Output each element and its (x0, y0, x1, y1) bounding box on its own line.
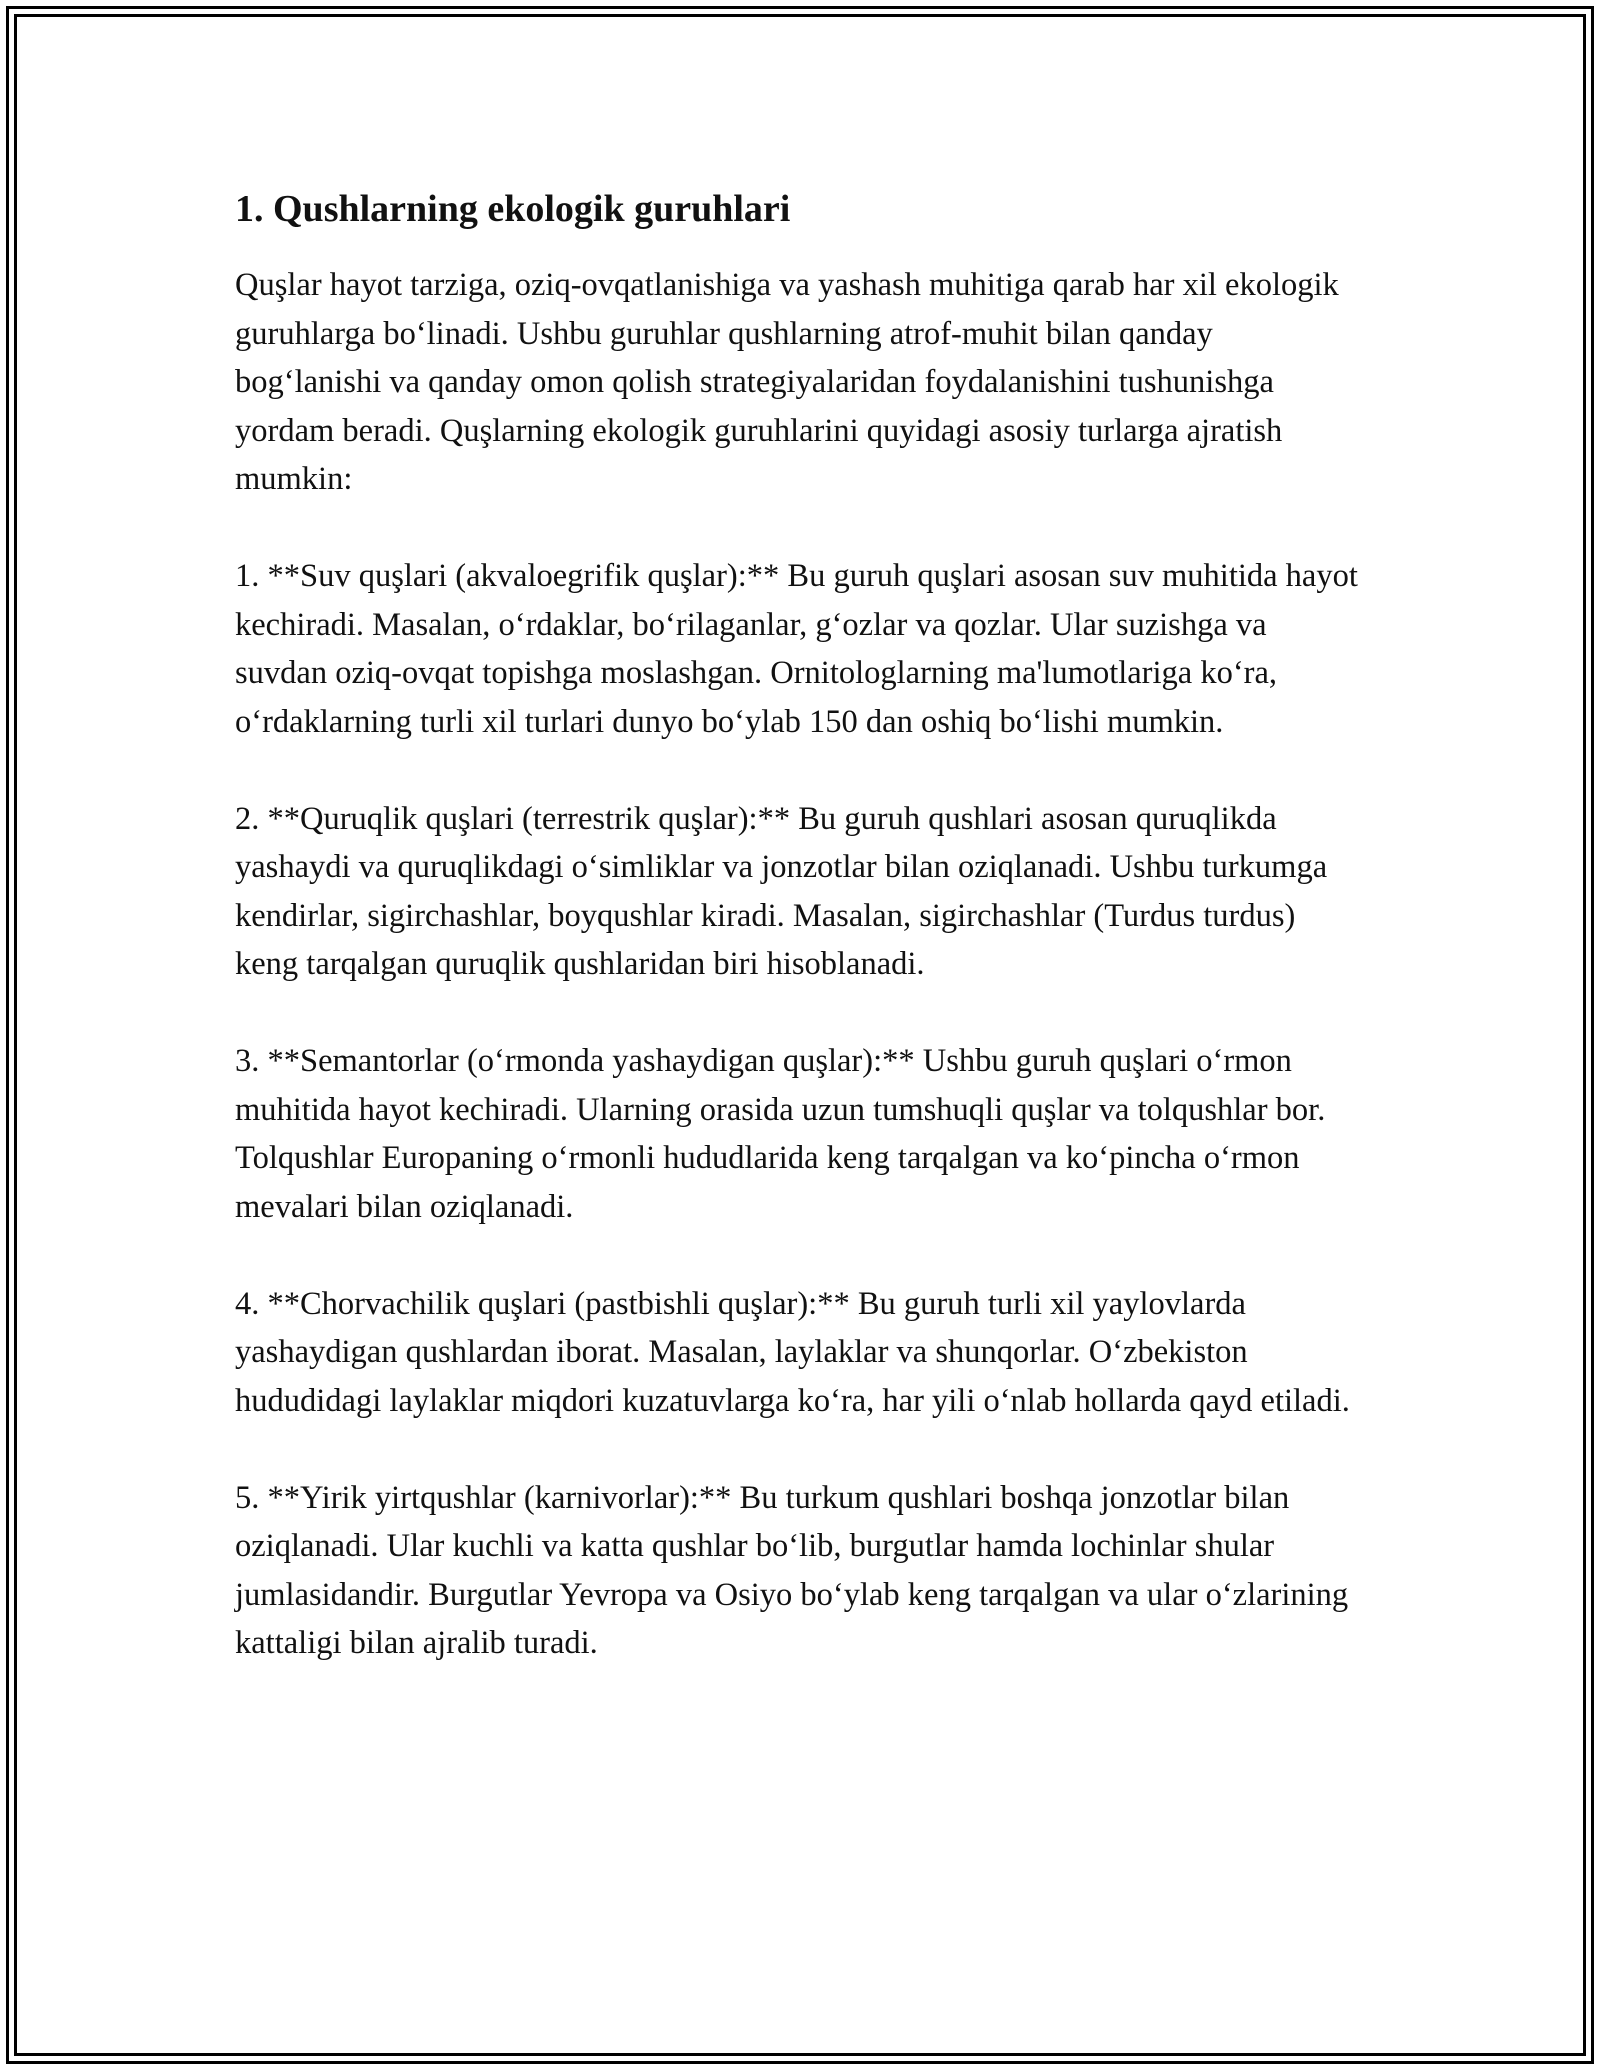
paragraph-predator-birds: 5. **Yirik yirtqushlar (karnivorlar):** Bu turkum qushlari boshqa jonzotlar bilan oziqlanadi. Ular kuchli va katta qushlar boʻlib, burgutlar hamda lochinlar shular jumlasidandir. Burgutlar Yevropa va Osiyo boʻylab keng tarqalgan va ular oʻzlarining kattaligi bilan ajralib turadi. (235, 1479, 1349, 1661)
document-title: 1. Qushlarning ekologik guruhlari (235, 188, 791, 230)
paragraph-pasture-birds: 4. **Chorvachilik quşlari (pastbishli quşlar):** Bu guruh turli xil yaylovlarda yashaydigan qushlardan iborat. Masalan, laylaklar va shunqorlar. Oʻzbekiston hududidagi laylaklar miqdori kuzatuvlarga koʻra, har yili oʻnlab hollarda qayd etiladi. (235, 1285, 1350, 1419)
paragraph-water-birds: 1. **Suv quşlari (akvaloegrifik quşlar):** Bu guruh quşlari asosan suv muhitida hayot kechiradi. Masalan, oʻrdaklar, boʻrilaganlar, gʻozlar va qozlar. Ular suzishga va suvdan oziq-ovqat topishga moslashgan. Ornitologlarning ma'lumotlariga koʻra, oʻrdaklarning turli xil turlari dunyo boʻylab 150 dan oshiq boʻlishi mumkin. (235, 558, 1358, 740)
document-body (235, 185, 1365, 1716)
paragraph-land-birds: 2. **Quruqlik quşlari (terrestrik quşlar):** Bu guruh qushlari asosan quruqlikda yashaydi va quruqlikdagi oʻsimliklar va jonzotlar bilan oziqlanadi. Ushbu turkumga kendirlar, sigirchashlar, boyqushlar kiradi. Masalan, sigirchashlar (Turdus turdus) keng tarqalgan quruqlik qushlaridan biri hisoblanadi. (235, 800, 1328, 982)
paragraph-forest-birds: 3. **Semantorlar (oʻrmonda yashaydigan quşlar):** Ushbu guruh quşlari oʻrmon muhitida hayot kechiradi. Ularning orasida uzun tumshuqli quşlar va tolqushlar bor. Tolqushlar Europaning oʻrmonli hududlarida keng tarqalgan va koʻpincha oʻrmon mevalari bilan oziqlanadi. (235, 1043, 1326, 1225)
intro-paragraph: Quşlar hayot tarziga, oziq-ovqatlanishiga va yashash muhitiga qarab har xil ekologik guruhlarga boʻlinadi. Ushbu guruhlar qushlarning atrof-muhit bilan qanday bogʻlanishi va qanday omon qolish strategiyalaridan foydalanishini tushunishga yordam beradi. Quşlarning ekologik guruhlarini quyidagi asosiy turlarga ajratish mumkin: (235, 267, 1339, 497)
